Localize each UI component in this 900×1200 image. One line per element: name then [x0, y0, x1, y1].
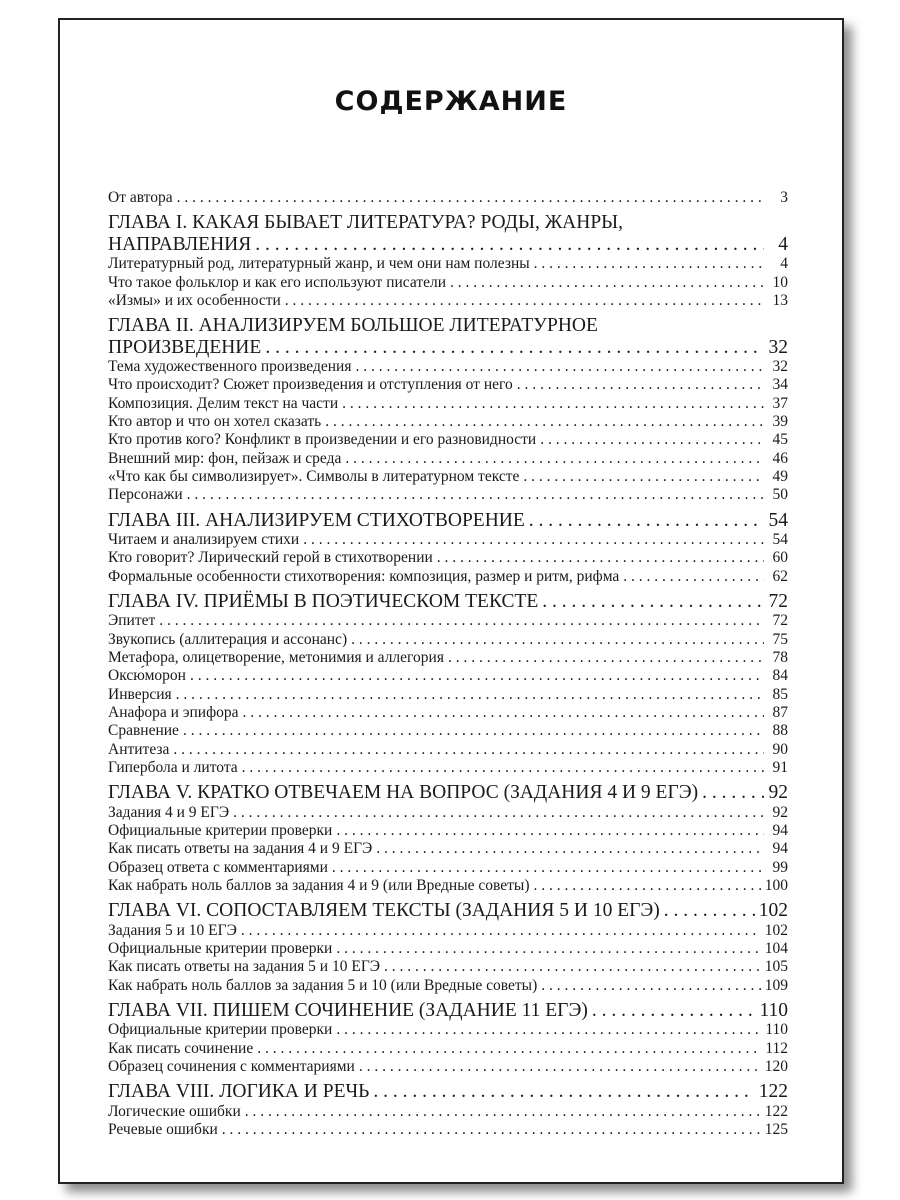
page-number: 88: [772, 722, 788, 740]
dot-leader: [233, 804, 764, 822]
entry-title: Литературный род, литературный жанр, и чем они нам полезны: [108, 255, 530, 273]
entry-title: Читаем и анализируем стихи: [108, 531, 300, 549]
toc-chapter[interactable]: [108, 1081, 788, 1103]
dot-leader: [359, 1058, 761, 1076]
chapter-line: [108, 212, 788, 234]
toc-entry[interactable]: [108, 958, 788, 976]
page-number: 92: [768, 782, 788, 804]
dot-leader: [336, 940, 760, 958]
dot-leader: [325, 413, 764, 431]
chapter-title: ГЛАВА I. КАКАЯ БЫВАЕТ ЛИТЕРАТУРА? РОДЫ, ЖАНРЫ,: [108, 212, 624, 234]
toc-entry[interactable]: [108, 977, 788, 995]
entry-title: Гипербола и литота: [108, 758, 238, 776]
dot-leader: [187, 486, 764, 504]
toc-entry[interactable]: [108, 531, 788, 549]
page-number: 102: [764, 921, 788, 939]
entry-title: Задания 4 и 9 ЕГЭ: [108, 803, 230, 821]
dot-leader: [517, 376, 764, 394]
dot-leader: [437, 549, 764, 567]
dot-leader: [245, 1103, 761, 1121]
toc-entry[interactable]: [108, 1121, 788, 1139]
entry-title: Метафора, олицетворение, метонимия и аллегория: [108, 649, 444, 667]
page-number: 37: [772, 394, 788, 412]
page-number: 32: [772, 358, 788, 376]
toc-entry[interactable]: [108, 804, 788, 822]
dot-leader: [450, 274, 764, 292]
dot-leader: [448, 649, 764, 667]
dot-leader: [355, 358, 764, 376]
page-number: 125: [764, 1120, 788, 1138]
toc-entry[interactable]: [108, 395, 788, 413]
toc-chapter[interactable]: [108, 315, 788, 358]
entry-title: Композиция. Делим текст на части: [108, 394, 339, 412]
chapter-title: ПРОИЗВЕДЕНИЕ: [108, 336, 262, 358]
page-number: 32: [768, 336, 788, 358]
page-number: 110: [765, 1021, 788, 1039]
chapter-line: [108, 900, 788, 922]
entry-title: Образец сочинения с комментариями: [108, 1057, 355, 1075]
toc-entry[interactable]: [108, 840, 788, 858]
chapter-title: ГЛАВА VI. СОПОСТАВЛЯЕМ ТЕКСТЫ (ЗАДАНИЯ 5 И 10 ЕГЭ): [108, 900, 660, 922]
page-number: 54: [772, 531, 788, 549]
entry-title: Звукопись (аллитерация и ассонанс): [108, 630, 348, 648]
dot-leader: [384, 958, 761, 976]
page-number: 10: [772, 273, 788, 291]
page-number: 78: [772, 649, 788, 667]
entry-title: Кто автор и что он хотел сказать: [108, 413, 322, 431]
chapter-title: ГЛАВА VIII. ЛОГИКА И РЕЧЬ: [108, 1081, 370, 1103]
page-number: 122: [764, 1102, 788, 1120]
entry-title: Официальные критерии проверки: [108, 821, 333, 839]
page-number: 94: [772, 840, 788, 858]
entry-title: «Что как бы символизирует». Символы в литературном тексте: [108, 467, 520, 485]
dot-leader: [241, 922, 761, 940]
page-number: 13: [772, 291, 788, 309]
toc-entry[interactable]: [108, 940, 788, 958]
toc-entry[interactable]: [108, 759, 788, 777]
chapter-title: ГЛАВА II. АНАЛИЗИРУЕМ БОЛЬШОЕ ЛИТЕРАТУРНОЕ: [108, 315, 598, 337]
page-number: 39: [772, 413, 788, 431]
entry-title: Антитеза: [108, 740, 170, 758]
dot-leader: [592, 1000, 756, 1022]
dot-leader: [523, 468, 764, 486]
entry-title: Как писать ответы на задания 4 и 9 ЕГЭ: [108, 840, 373, 858]
dot-leader: [173, 741, 764, 759]
toc-chapter[interactable]: [108, 591, 788, 613]
page-number: 4: [778, 233, 788, 255]
page-number: 122: [758, 1081, 788, 1103]
dot-leader: [345, 450, 764, 468]
entry-title: Инверсия: [108, 685, 172, 703]
entry-title: Тема художественного произведения: [108, 358, 352, 376]
dot-leader: [257, 1040, 761, 1058]
toc-entry[interactable]: [108, 612, 788, 630]
entry-title: Сравнение: [108, 722, 179, 740]
toc-entry[interactable]: [108, 1040, 788, 1058]
entry-title: Формальные особенности стихотворения: композиция, размер и ритм, рифма: [108, 567, 620, 585]
dot-leader: [540, 431, 764, 449]
entry-title: Персонажи: [108, 486, 183, 504]
entry-title: Как набрать ноль баллов за задания 5 и 10 (или Вредные советы): [108, 976, 538, 994]
chapter-title: НАПРАВЛЕНИЯ: [108, 233, 252, 255]
dot-leader: [176, 686, 764, 704]
entry-title: «Измы» и их особенности: [108, 291, 281, 309]
toc-entry[interactable]: [108, 649, 788, 667]
dot-leader: [242, 759, 764, 777]
toc-entry[interactable]: [108, 859, 788, 877]
toc-entry[interactable]: [108, 704, 788, 722]
entry-title: Внешний мир: фон, пейзаж и среда: [108, 449, 342, 467]
dot-leader: [177, 189, 764, 207]
page-number: 92: [772, 803, 788, 821]
chapter-line: [108, 1081, 788, 1103]
toc-entry[interactable]: [108, 292, 788, 310]
page-number: 110: [759, 999, 788, 1021]
page-number: 49: [772, 467, 788, 485]
entry-title: Как писать сочинение: [108, 1039, 254, 1057]
dot-leader: [255, 234, 764, 256]
chapter-line: [108, 337, 788, 359]
dot-leader: [285, 292, 764, 310]
toc-entry[interactable]: [108, 568, 788, 586]
page-number: 120: [764, 1057, 788, 1075]
toc-entry[interactable]: [108, 686, 788, 704]
chapter-line: [108, 591, 788, 613]
toc-entry[interactable]: [108, 431, 788, 449]
page-number: 99: [772, 858, 788, 876]
dot-leader: [623, 568, 764, 586]
toc-chapter[interactable]: [108, 510, 788, 532]
entry-title: Официальные критерии проверки: [108, 1021, 333, 1039]
toc-entry[interactable]: [108, 1021, 788, 1039]
toc-chapter[interactable]: [108, 1000, 788, 1022]
entry-title: Что происходит? Сюжет произведения и отступления от него: [108, 376, 513, 394]
page-number: 104: [764, 939, 788, 957]
page-number: 62: [772, 567, 788, 585]
entry-title: Кто говорит? Лирический герой в стихотворении: [108, 549, 433, 567]
page-number: 45: [772, 431, 788, 449]
toc-entry[interactable]: [108, 822, 788, 840]
page-title: СОДЕРЖАНИЕ: [334, 86, 568, 117]
dot-leader: [533, 877, 760, 895]
toc-entry[interactable]: [108, 468, 788, 486]
toc-entry[interactable]: [108, 376, 788, 394]
dot-leader: [541, 977, 761, 995]
dot-leader: [332, 859, 764, 877]
toc-entry[interactable]: [108, 189, 788, 207]
page-number: 87: [772, 703, 788, 721]
page-number: 4: [780, 255, 788, 273]
toc-entry[interactable]: [108, 1058, 788, 1076]
toc-entry[interactable]: [108, 486, 788, 504]
toc-entry[interactable]: [108, 255, 788, 273]
dot-leader: [373, 1081, 754, 1103]
dot-leader: [222, 1121, 761, 1139]
dot-leader: [529, 510, 764, 532]
dot-leader: [376, 840, 764, 858]
page-number: 94: [772, 821, 788, 839]
toc-entry[interactable]: [108, 631, 788, 649]
chapter-line: [108, 315, 788, 337]
dot-leader: [243, 704, 764, 722]
page-number: 105: [764, 958, 788, 976]
toc-entry[interactable]: [108, 667, 788, 685]
chapter-title: ГЛАВА IV. ПРИЁМЫ В ПОЭТИЧЕСКОМ ТЕКСТЕ: [108, 590, 539, 612]
entry-title: Анафора и эпифора: [108, 703, 239, 721]
dot-leader: [664, 900, 755, 922]
page-number: 75: [772, 630, 788, 648]
page-number: 3: [780, 189, 788, 206]
dot-leader: [342, 395, 764, 413]
toc-chapter[interactable]: [108, 782, 788, 804]
page-number: 72: [768, 590, 788, 612]
chapter-line: [108, 782, 788, 804]
page-number: 102: [758, 900, 788, 922]
entry-title: Кто против кого? Конфликт в произведении и его разновидности: [108, 431, 537, 449]
toc-chapter[interactable]: [108, 900, 788, 922]
entry-title: Речевые ошибки: [108, 1120, 218, 1138]
entry-title: Как писать ответы на задания 5 и 10 ЕГЭ: [108, 958, 381, 976]
dot-leader: [183, 722, 764, 740]
page-number: 109: [764, 976, 788, 994]
toc-entry[interactable]: [108, 358, 788, 376]
page-number: 46: [772, 449, 788, 467]
toc-entry[interactable]: [108, 741, 788, 759]
chapter-line: [108, 510, 788, 532]
entry-title: Образец ответа с комментариями: [108, 858, 328, 876]
entry-title: Официальные критерии проверки: [108, 939, 333, 957]
dot-leader: [336, 822, 764, 840]
toc-entry[interactable]: [108, 1103, 788, 1121]
page-number: 100: [764, 876, 788, 894]
table-of-contents: [108, 189, 788, 1139]
page-number: 90: [772, 740, 788, 758]
chapter-line: [108, 1000, 788, 1022]
entry-title: Как набрать ноль баллов за задания 4 и 9 (или Вредные советы): [108, 876, 530, 894]
page-number: 85: [772, 685, 788, 703]
entry-title: Эпитет: [108, 612, 156, 630]
toc-entry[interactable]: [108, 413, 788, 431]
dot-leader: [534, 255, 764, 273]
toc-entry[interactable]: [108, 274, 788, 292]
toc-entry[interactable]: [108, 722, 788, 740]
page-number: 112: [765, 1039, 788, 1057]
page-number: 84: [772, 667, 788, 685]
dot-leader: [542, 591, 764, 613]
toc-entry[interactable]: [108, 922, 788, 940]
page-number: 91: [772, 758, 788, 776]
dot-leader: [265, 337, 764, 359]
entry-title: Логические ошибки: [108, 1102, 241, 1120]
page-number: 50: [772, 486, 788, 504]
page-number: 72: [772, 612, 788, 630]
document-page: [58, 18, 844, 1184]
entry-title: Что такое фольклор и как его используют писатели: [108, 273, 447, 291]
chapter-line: [108, 234, 788, 256]
toc-entry[interactable]: [108, 877, 788, 895]
entry-title: Оксю́морон: [108, 667, 186, 685]
toc-chapter[interactable]: [108, 212, 788, 255]
chapter-title: ГЛАВА V. КРАТКО ОТВЕЧАЕМ НА ВОПРОС (ЗАДАНИЯ 4 И 9 ЕГЭ): [108, 782, 699, 804]
dot-leader: [702, 782, 764, 804]
dot-leader: [336, 1021, 761, 1039]
chapter-title: ГЛАВА III. АНАЛИЗИРУЕМ СТИХОТВОРЕНИЕ: [108, 509, 525, 531]
dot-leader: [303, 531, 764, 549]
entry-title: От автора: [108, 189, 173, 206]
toc-entry[interactable]: [108, 450, 788, 468]
page-number: 34: [772, 376, 788, 394]
chapter-title: ГЛАВА VII. ПИШЕМ СОЧИНЕНИЕ (ЗАДАНИЕ 11 ЕГЭ): [108, 999, 588, 1021]
page-number: 54: [768, 509, 788, 531]
page-number: 60: [772, 549, 788, 567]
entry-title: Задания 5 и 10 ЕГЭ: [108, 921, 237, 939]
toc-entry[interactable]: [108, 549, 788, 567]
dot-leader: [351, 631, 764, 649]
dot-leader: [159, 612, 764, 630]
dot-leader: [190, 667, 764, 685]
